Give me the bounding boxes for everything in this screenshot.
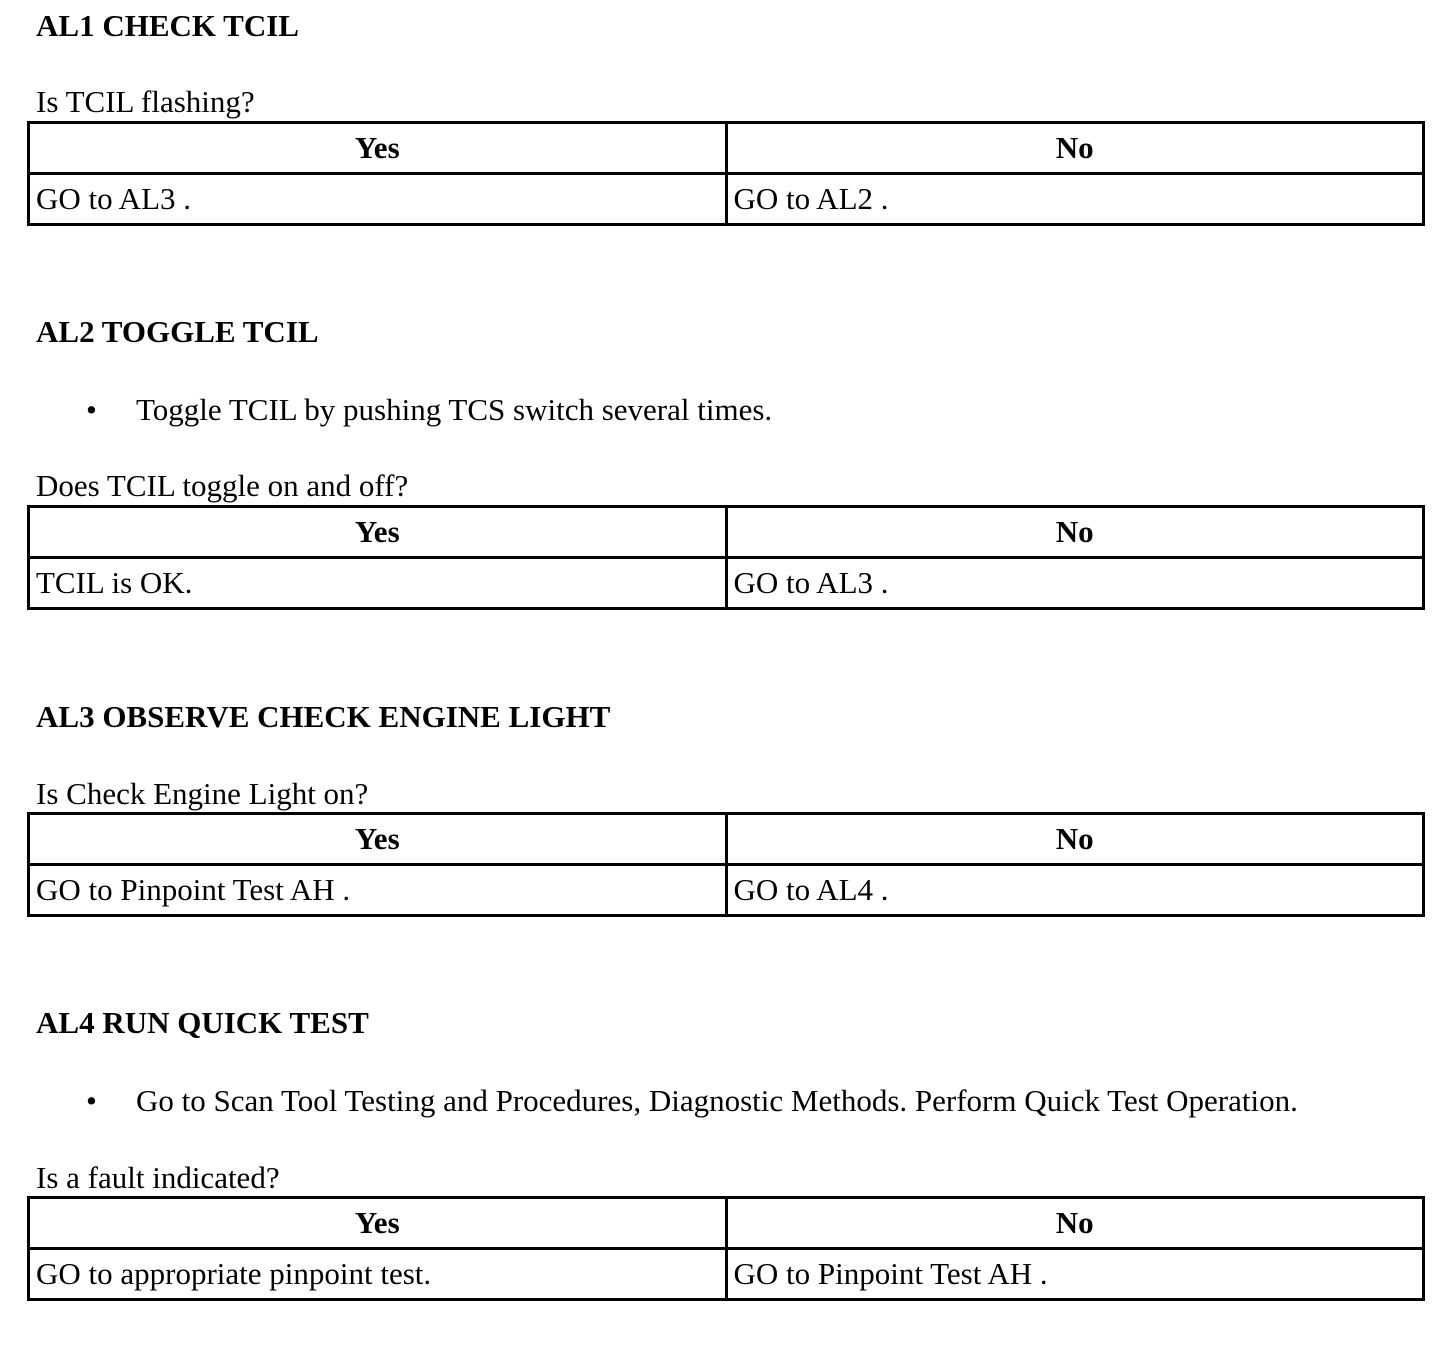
yes-action: GO to Pinpoint Test AH . [29,865,727,916]
decision-table-al3 [27,812,1425,917]
yes-action: TCIL is OK. [29,558,727,609]
decision-table-al4 [27,1196,1425,1301]
no-action: GO to AL3 . [726,558,1424,609]
no-action: GO to AL4 . [726,865,1424,916]
decision-table-al1 [27,121,1425,226]
section-heading-al4: AL4 RUN QUICK TEST [36,1005,369,1040]
question-al4: Is a fault indicated? [36,1160,280,1195]
bullet-icon: • [86,1083,97,1118]
no-header: No [726,507,1424,558]
question-al3: Is Check Engine Light on? [36,776,369,811]
yes-header: Yes [29,1198,727,1249]
question-al2: Does TCIL toggle on and off? [36,468,409,503]
no-header: No [726,814,1424,865]
bullet-text: Go to Scan Tool Testing and Procedures, Diagnostic Methods. Perform Quick Test Operation. [136,1083,1298,1118]
bullet-icon: • [86,392,97,427]
yes-header: Yes [29,123,727,174]
decision-table-al2 [27,505,1425,610]
no-action: GO to AL2 . [726,174,1424,225]
no-header: No [726,1198,1424,1249]
bullet-text: Toggle TCIL by pushing TCS switch several times. [136,392,773,427]
section-heading-al2: AL2 TOGGLE TCIL [36,314,319,349]
yes-action: GO to AL3 . [29,174,727,225]
yes-header: Yes [29,814,727,865]
no-header: No [726,123,1424,174]
yes-header: Yes [29,507,727,558]
question-al1: Is TCIL flashing? [36,84,255,119]
yes-action: GO to appropriate pinpoint test. [29,1249,727,1300]
section-heading-al3: AL3 OBSERVE CHECK ENGINE LIGHT [36,699,611,734]
section-heading-al1: AL1 CHECK TCIL [36,8,299,43]
no-action: GO to Pinpoint Test AH . [726,1249,1424,1300]
